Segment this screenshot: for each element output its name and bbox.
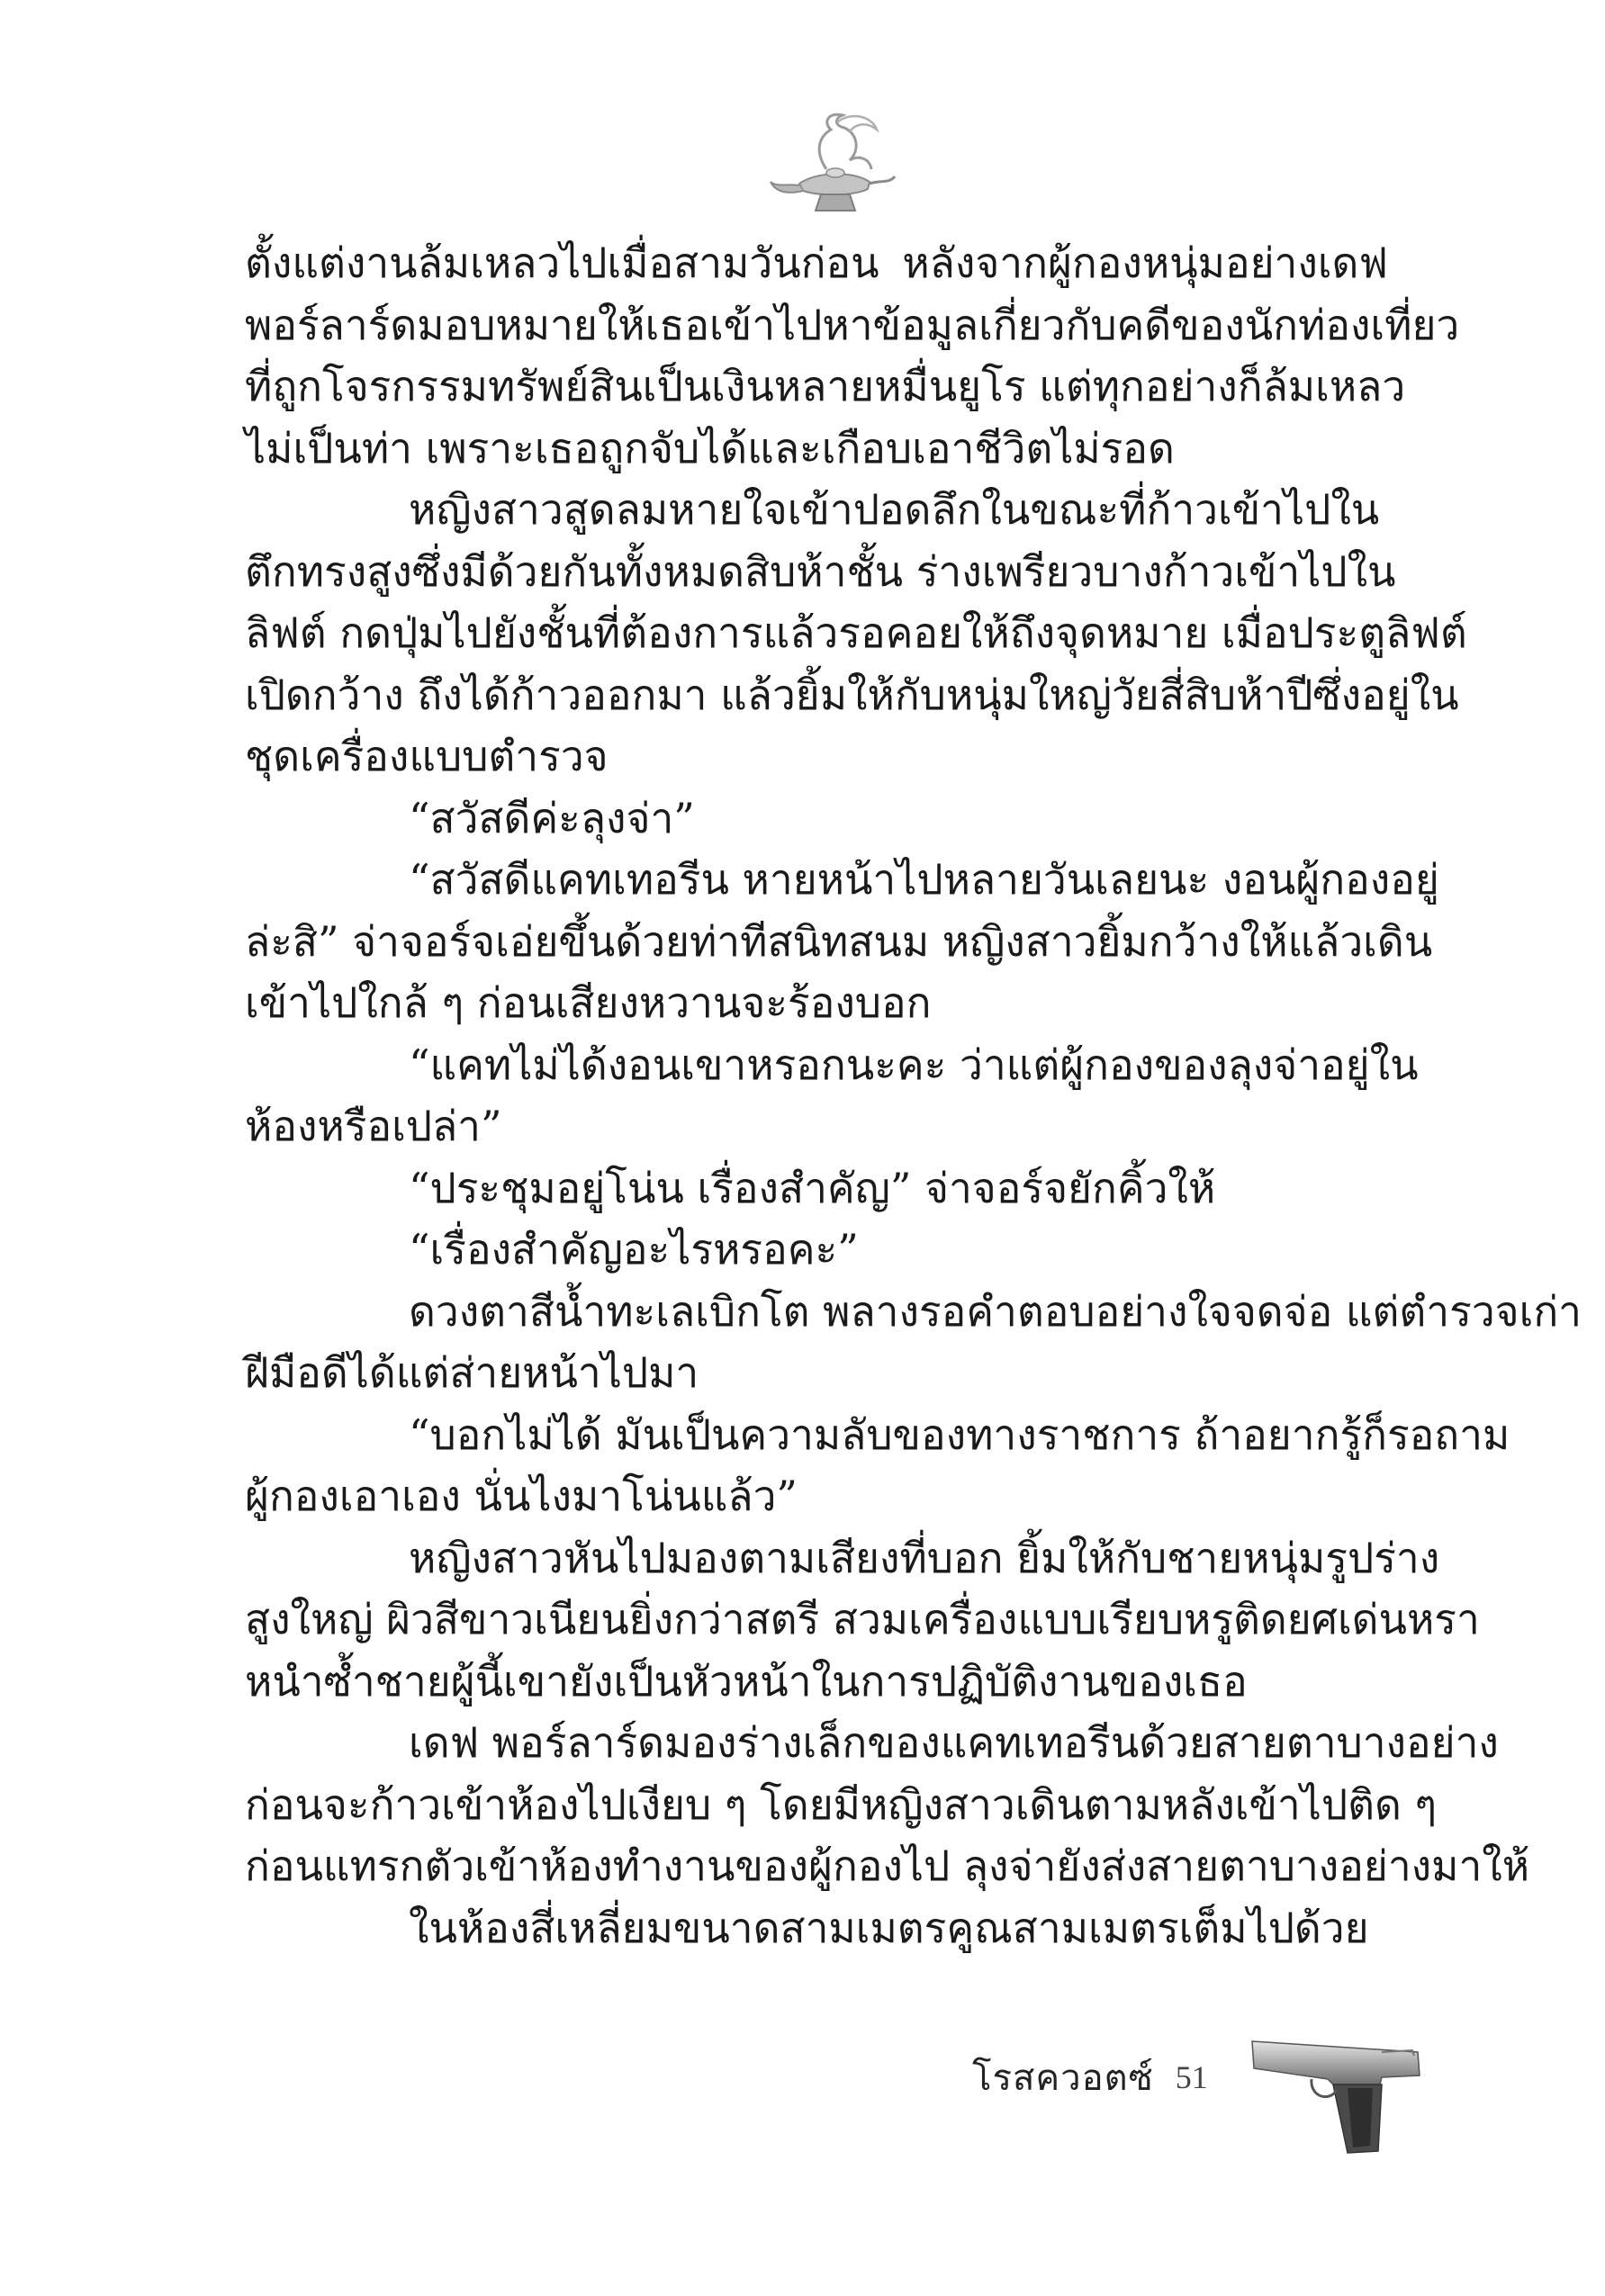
book-title: โรสควอตซ์ (972, 2057, 1154, 2099)
text-line: ตั้งแต่งานล้มเหลวไปเมื่อสามวันก่อน หลังจากผู้กองหนุ่มอย่างเดฟ (245, 239, 1388, 287)
text-line: ดวงตาสีน้ำทะเลเบิกโต พลางรอคำตอบอย่างใจจดจ่อ แต่ตำรวจเก่า (409, 1286, 1582, 1336)
text-line: ไม่เป็นท่า เพราะเธอถูกจับได้และเกือบเอาชีวิตไม่รอด (245, 423, 1175, 473)
page-number: 51 (1175, 2059, 1208, 2095)
pistol-icon (1247, 2025, 1427, 2160)
text-line: เดฟ พอร์ลาร์ดมองร่างเล็กของแคทเทอรีนด้วยสายตาบางอย่าง (409, 1718, 1499, 1767)
text-line: ตึกทรงสูงซึ่งมีด้วยกันทั้งหมดสิบห้าชั้น ร่างเพรียวบางก้าวเข้าไปใน (245, 546, 1396, 596)
text-line: ห้องหรือเปล่า” (245, 1102, 502, 1150)
text-line: ลิฟต์ กดปุ่มไปยังชั้นที่ต้องการแล้วรอคอยให้ถึงจุดหมาย เมื่อประตูลิฟต์ (245, 608, 1467, 657)
text-line: ผู้กองเอาเอง นั่นไงมาโน่นแล้ว” (245, 1472, 798, 1520)
text-line: “ประชุมอยู่โน่น เรื่องสำคัญ” จ่าจอร์จยักคิ้วให้ (409, 1163, 1216, 1212)
text-line: ก่อนแทรกตัวเข้าห้องทำงานของผู้กองไป ลุงจ่ายังส่งสายตาบางอย่างมาให้ (245, 1841, 1530, 1890)
genie-lamp-icon (763, 106, 898, 232)
page-footer (972, 2041, 1208, 2113)
text-line: ก่อนจะก้าวเข้าห้องไปเงียบ ๆ โดยมีหญิงสาวเดินตามหลังเข้าไปติด ๆ (245, 1779, 1438, 1829)
text-line: หญิงสาวสูดลมหายใจเข้าปอดลึกในขณะที่ก้าวเข้าไปใน (409, 485, 1380, 534)
text-line: สูงใหญ่ ผิวสีขาวเนียนยิ่งกว่าสตรี สวมเครื่องแบบเรียบหรูติดยศเด่นหรา (245, 1595, 1480, 1643)
text-line: เข้าไปใกล้ ๆ ก่อนเสียงหวานจะร้องบอก (245, 978, 932, 1027)
text-line: พอร์ลาร์ดมอบหมายให้เธอเข้าไปหาข้อมูลเกี่ยวกับคดีของนักท่องเที่ยว (245, 300, 1460, 349)
text-line: “สวัสดีค่ะลุงจ่า” (409, 793, 695, 842)
text-line: หนำซ้ำชายผู้นี้เขายังเป็นหัวหน้าในการปฏิบัติงานของเธอ (245, 1656, 1248, 1706)
text-line: ฝีมือดีได้แต่ส่ายหน้าไปมา (245, 1348, 699, 1397)
text-line: “เรื่องสำคัญอะไรหรอคะ” (409, 1225, 859, 1274)
text-line: ชุดเครื่องแบบตำรวจ (245, 732, 609, 780)
text-line: “สวัสดีแคทเทอรีน หายหน้าไปหลายวันเลยนะ งอนผู้กองอยู่ (409, 855, 1439, 904)
text-line: ที่ถูกโจรกรรมทรัพย์สินเป็นเงินหลายหมื่นยูโร แต่ทุกอย่างก็ล้มเหลว (245, 362, 1406, 410)
text-line: เปิดกว้าง ถึงได้ก้าวออกมา แล้วยิ้มให้กับหนุ่มใหญ่วัยสี่สิบห้าปีซึ่งอยู่ใน (245, 670, 1459, 719)
text-line: “แคทไม่ได้งอนเขาหรอกนะคะ ว่าแต่ผู้กองของลุงจ่าอยู่ใน (409, 1040, 1419, 1089)
text-line: ในห้องสี่เหลี่ยมขนาดสามเมตรคูณสามเมตรเต็มไปด้วย (409, 1903, 1369, 1952)
text-line: ล่ะสิ” จ่าจอร์จเอ่ยขึ้นด้วยท่าทีสนิทสนม หญิงสาวยิ้มกว้างให้แล้วเดิน (245, 916, 1433, 966)
body-text (245, 232, 1582, 1958)
text-line: “บอกไม่ได้ มันเป็นความลับของทางราชการ ถ้าอยากรู้ก็รอถาม (409, 1409, 1510, 1459)
text-line: หญิงสาวหันไปมองตามเสียงที่บอก ยิ้มให้กับชายหนุ่มรูปร่าง (409, 1533, 1440, 1582)
